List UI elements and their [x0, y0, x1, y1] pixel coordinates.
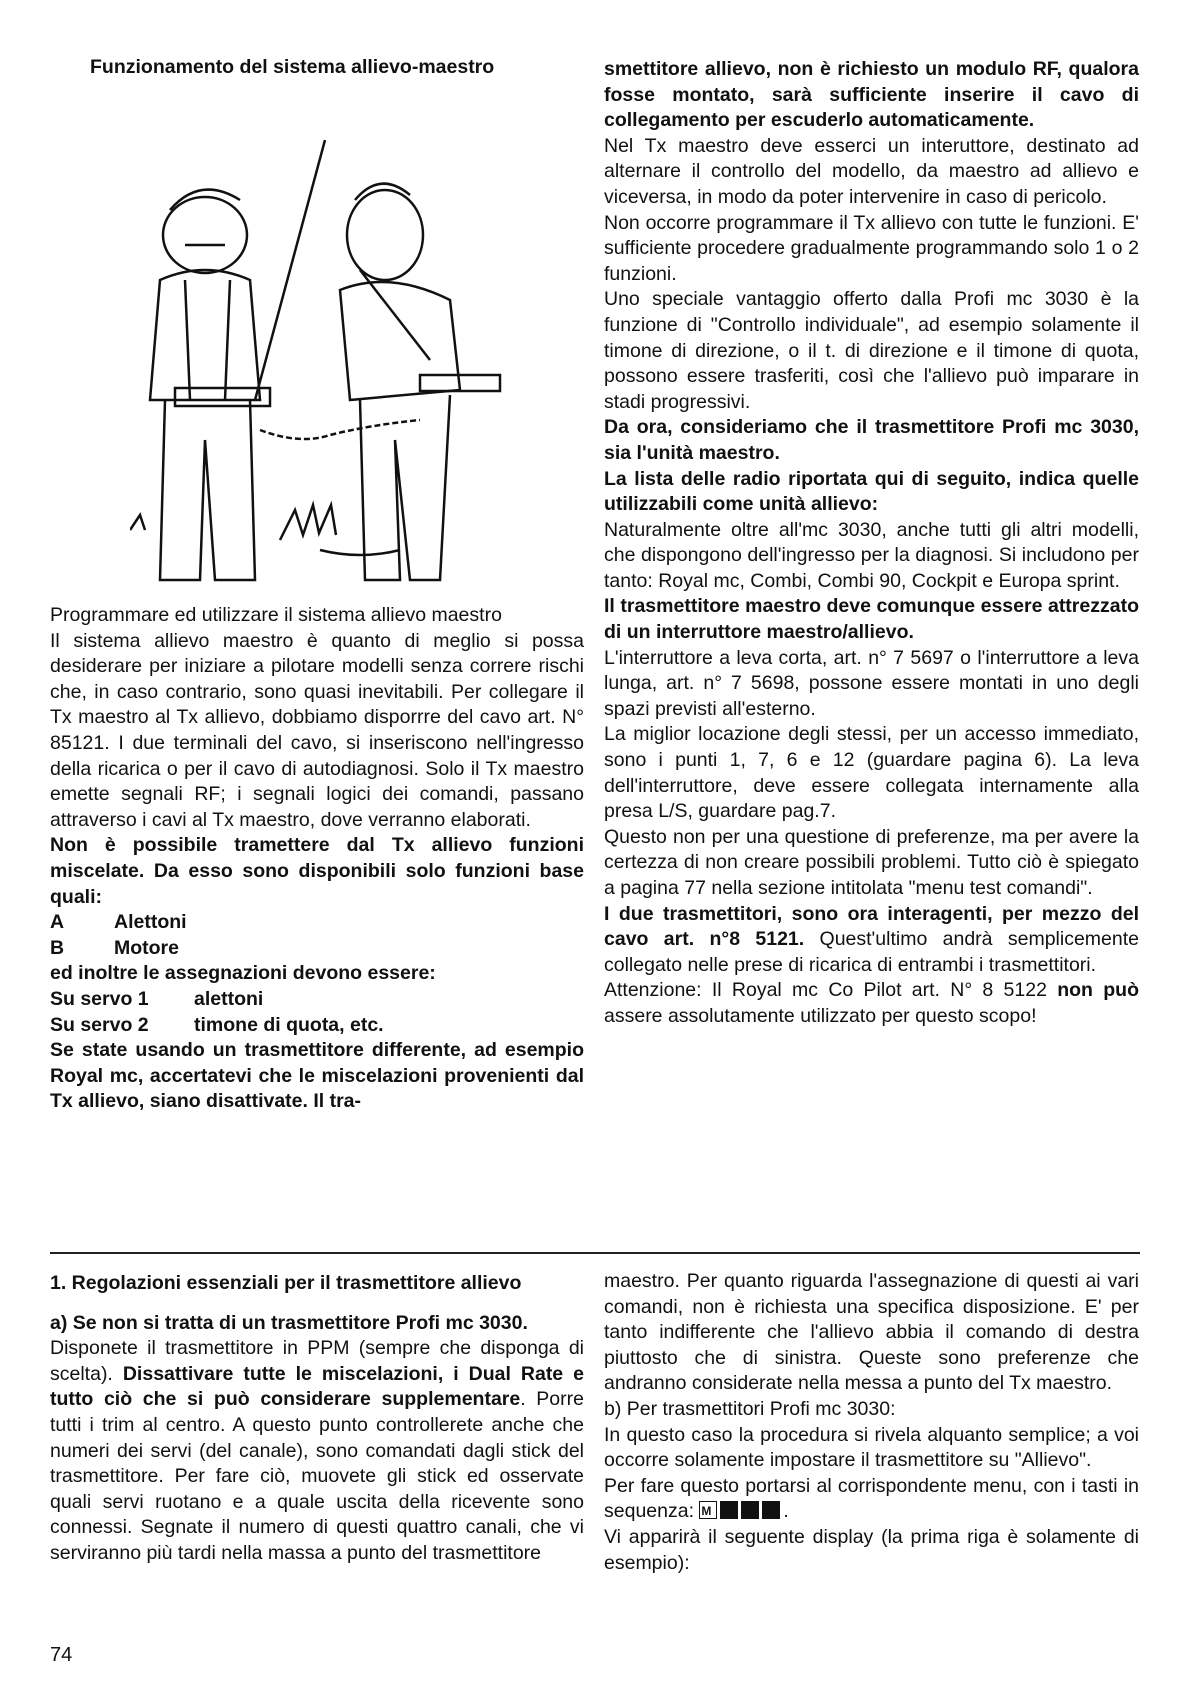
list-value: timone di quota, etc. — [194, 1013, 384, 1036]
paragraph — [604, 1474, 1139, 1525]
bold-paragraph: Non è possibile tramettere dal Tx allievo funzioni miscelate. Da esso sono disponibili solo funzioni base quali: — [50, 834, 584, 908]
paragraph: In questo caso la procedura si rivela alquanto semplice; a voi occorre solamente impostare il trasmettitore su "Allievo". — [604, 1423, 1139, 1472]
paragraph: Nel Tx maestro deve esserci un interuttore, destinato ad alternare il controllo del modello, da maestro ad allievo e viceversa, in modo da poter intervenire in caso di pericolo. — [604, 134, 1139, 208]
paragraph: L'interruttore a leva corta, art. n° 7 5697 o l'interruttore a leva lunga, art. n° 7 5698, possone essere montati in uno degli spazi previsti all'esterno. — [604, 646, 1139, 720]
section-heading: 1. Regolazioni essenziali per il trasmettitore allievo — [50, 1272, 522, 1294]
paragraph: Programmare ed utilizzare il sistema allievo maestro — [50, 604, 502, 626]
list-value: Alettoni — [114, 911, 187, 934]
paragraph: Non occorre programmare il Tx allievo con tutte le funzioni. E' sufficiente procedere gradualmente programmando solo 1 o 2 funzioni. — [604, 211, 1139, 285]
paragraph: Questo non per una questione di preferenze, ma per avere la certezza di non creare possibili problemi. Tutto ciò è spiegato a pagina 77 nella sezione intitolata "menu test comandi". — [604, 825, 1139, 899]
key-icon — [720, 1501, 738, 1519]
bold-paragraph: La lista delle radio riportata qui di seguito, indica quelle utilizzabili come unità allievo: — [604, 467, 1139, 516]
bold-paragraph: Se state usando un trasmettitore differente, ad esempio Royal mc, accertatevi che le miscelazioni provenienti dal Tx allievo, siano disattivate. Il tra- — [50, 1039, 584, 1113]
paragraph: maestro. Per quanto riguarda l'assegnazione di questi ai vari comandi, non è richiesta una specifica disposizione. E' per tanto indifferente che l'allievo abbia il comando di destra piuttosto che di sinistra. Queste sono preferenze che andranno considerate nella messa a punto del Tx maestro. — [604, 1270, 1139, 1395]
text-span: assere assolutamente utilizzato per questo scopo! — [604, 1004, 1037, 1027]
list-value: alettoni — [194, 987, 264, 1010]
spacer — [50, 1297, 584, 1311]
text-span: Disponete il trasmettitore in PPM (sempre che disponga di scelta). — [50, 1337, 584, 1385]
list-key: Su servo 1 — [50, 987, 149, 1010]
section-divider — [50, 1252, 1140, 1254]
text-span: . Porre tutti i trim al centro. A questo punto controllerete anche che numeri dei servi (del canale), sono comandati dagli stick del trasmettitore. Per fare ciò, muovete gli stick ed osservate quali servi ruotano e a quale uscita della ricevente sono connessi. Segnate il numero di questi quattro canali, che vi serviranno più tardi nella massa a punto del trasmettitore — [50, 1388, 584, 1564]
bold-paragraph: smettitore allievo, non è richiesto un modulo RF, qualora fosse montato, sarà sufficiente inserire il cavo di collegamento per escuderlo automaticamente. — [604, 58, 1139, 132]
bold-span: non può — [1057, 979, 1139, 1002]
page-number: 74 — [50, 1644, 73, 1666]
paragraph — [604, 978, 1139, 1029]
list-key: Su servo 2 — [50, 1013, 149, 1036]
bold-span: Dissattivare tutte le miscelazioni, i Dual Rate e tutto ciò che si può considerare supplementare — [50, 1362, 584, 1411]
key-icon — [741, 1501, 759, 1519]
menu-key-icon — [699, 1501, 717, 1519]
text-span: . — [783, 1500, 789, 1523]
paragraph — [604, 902, 1139, 979]
paragraph: Vi apparirà il seguente display (la prima riga è solamente di esempio): — [604, 1525, 1139, 1574]
list-item — [50, 1013, 584, 1039]
text-span: Attenzione: Il Royal mc Co Pilot art. N° 8 5122 — [604, 979, 1058, 1002]
paragraph: Uno speciale vantaggio offerto dalla Profi mc 3030 è la funzione di "Controllo individuale", ad esempio solamente il timone di direzione, o il t. di direzione e il timone di quota, possono essere trasferiti, così che l'allievo può imparare in stadi progressivi. — [604, 288, 1139, 413]
bold-paragraph: ed inoltre le assegnazioni devono essere: — [50, 962, 436, 985]
section-title: Funzionamento del sistema allievo-maestro — [90, 56, 495, 78]
right-column-bottom — [604, 1269, 1139, 1576]
paragraph: Naturalmente oltre all'mc 3030, anche tutti gli altri modelli, che dispongono dell'ingresso per la diagnosi. Si includono per tanto: Royal mc, Combi, Combi 90, Cockpit e Europa sprint. — [604, 518, 1139, 592]
list-value: Motore — [114, 936, 179, 959]
key-icon — [762, 1501, 780, 1519]
teacher-student-cartoon — [130, 140, 530, 600]
left-column-top — [50, 603, 584, 1115]
text-span: Per fare questo portarsi al corrispondente menu, con i tasti in sequenza: — [604, 1474, 1139, 1523]
list-key: B — [50, 936, 65, 959]
bold-paragraph: Il trasmettitore maestro deve comunque essere attrezzato di un interruttore maestro/allievo. — [604, 595, 1139, 644]
subheading: a) Se non si tratta di un trasmettitore Profi mc 3030. — [50, 1311, 528, 1334]
subheading: b) Per trasmettitori Profi mc 3030: — [604, 1397, 896, 1420]
list-item — [50, 910, 584, 936]
bold-span: I due trasmettitori, sono ora interagenti, per mezzo del cavo art. n°8 5121. — [604, 902, 1139, 951]
list-key: A — [50, 911, 65, 934]
bold-paragraph: Da ora, consideriamo che il trasmettitore Profi mc 3030, sia l'unità maestro. — [604, 416, 1139, 464]
list-item — [50, 936, 584, 962]
paragraph: La miglior locazione degli stessi, per un accesso immediato, sono i punti 1, 7, 6 e 12 (guardare pagina 6). La leva dell'interruttore, deve essere collegata internamente alla presa L/S, guardare pag.7. — [604, 723, 1139, 823]
left-column-bottom — [50, 1271, 584, 1567]
paragraph — [50, 1336, 584, 1566]
paragraph: Il sistema allievo maestro è quanto di meglio si possa desiderare per iniziare a pilotare modelli senza correre rischi che, in caso contrario, sono quasi inevitabili. Per collegare il Tx maestro al Tx allievo, dobbiamo disporrre del cavo art. N° 85121. I due terminali del cavo, si inseriscono nell'ingresso della ricarica o per il cavo di autodiagnosi. Solo il Tx maestro emette segnali RF; i segnali logici dei comandi, passano attraverso i cavi al Tx maestro, dove verranno elaborati. — [50, 629, 584, 831]
right-column-top — [604, 57, 1139, 1030]
text-span: Quest'ultimo andrà semplicemente collegato nelle prese di ricarica di entrambi i trasmettitori. — [604, 928, 1139, 976]
list-item — [50, 987, 584, 1013]
